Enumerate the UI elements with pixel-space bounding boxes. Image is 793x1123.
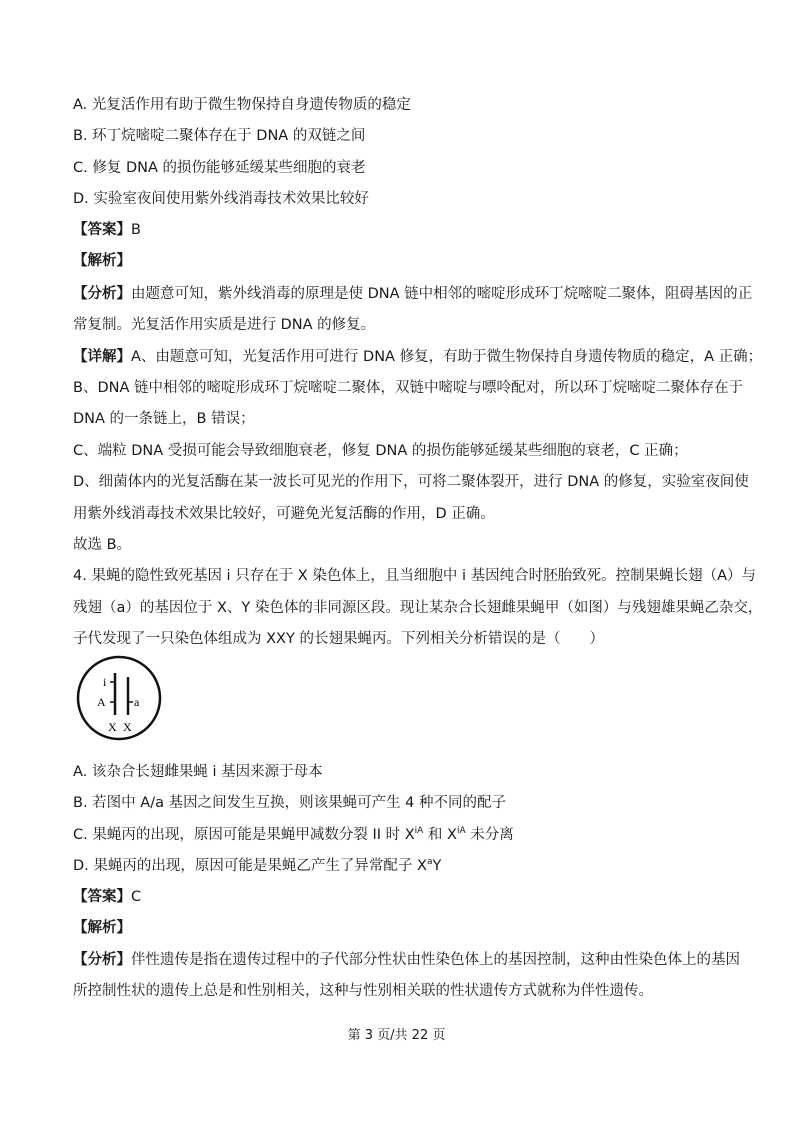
- q4-answer: [73, 887, 141, 907]
- fenxi-label: 【分析】: [73, 952, 131, 968]
- q3-option-b: B. 环丁烷嘧啶二聚体存在于 DNA 的双链之间: [73, 128, 366, 144]
- option-c-sup-2: iA: [456, 826, 466, 837]
- q3-fenxi-line-1: [73, 284, 752, 304]
- q3-fenxi-line-2: 常复制。光复活作用实质是进行 DNA 的修复。: [73, 317, 376, 333]
- fenxi-text: 由题意可知，紫外线消毒的原理是使 DNA 链中相邻的嘧啶形成环丁烷嘧啶二聚体，阻碍基因的正: [131, 286, 753, 302]
- answer-value: C: [131, 889, 142, 905]
- q3-conclusion: 故选 B。: [73, 537, 132, 553]
- xiangjie-text: A、由题意可知，光复活作用可进行 DNA 修复，有助于微生物保持自身遗传物质的稳定，A 正确；: [131, 349, 763, 365]
- label-A: A: [97, 695, 106, 709]
- q4-stem-line-3: 子代发现了一只染色体组成为 XXY 的长翅果蝇丙。下列相关分析错误的是（ ）: [73, 631, 604, 647]
- q4-option-d: [73, 856, 441, 876]
- answer-label: 【答案】: [73, 889, 131, 905]
- option-c-sup-1: iA: [414, 826, 424, 837]
- page-footer: 第 3 页/共 22 页: [347, 1028, 446, 1043]
- option-c-text-3: 未分离: [465, 827, 514, 843]
- q4-option-a: A. 该杂合长翅雌果蝇 i 基因来源于母本: [73, 764, 323, 780]
- option-d-text-2: Y: [432, 858, 442, 874]
- chromosome-figure: [76, 655, 162, 741]
- q3-option-d: D. 实验室夜间使用紫外线消毒技术效果比较好: [73, 191, 369, 207]
- q3-jiexi-label: 【解析】: [73, 253, 131, 269]
- q3-answer: [73, 220, 141, 240]
- q3-option-a: A. 光复活作用有助于微生物保持自身遗传物质的稳定: [73, 97, 411, 113]
- fenxi-label: 【分析】: [73, 286, 131, 302]
- q4-option-c: [73, 825, 514, 845]
- option-c-text-1: C. 果蝇丙的出现，原因可能是果蝇甲减数分裂 II 时 X: [73, 827, 415, 843]
- label-x-right: X: [123, 720, 132, 734]
- q4-fenxi-line-2: 所控制性状的遗传上总是和性别相关，这种与性别相关联的性状遗传方式就称为伴性遗传。: [73, 983, 653, 999]
- label-x-left: X: [108, 720, 117, 734]
- q4-stem-line-2: 残翅（a）的基因位于 X、Y 染色体的非同源区段。现让某杂合长翅雌果蝇甲（如图）与残翅雄果蝇乙杂交，: [73, 600, 763, 616]
- xiangjie-label: 【详解】: [73, 349, 131, 365]
- answer-value: B: [131, 222, 141, 238]
- q3-xiangjie-line-1: [73, 347, 762, 367]
- option-d-sup: a: [426, 857, 433, 868]
- q4-jiexi-label: 【解析】: [73, 920, 131, 936]
- fenxi-text: 伴性遗传是指在遗传过程中的子代部分性状由性染色体上的基因控制，这种由性染色体上的基因: [131, 952, 740, 968]
- label-i: i: [103, 675, 107, 689]
- q4-fenxi-line-1: [73, 950, 740, 970]
- q3-xiangjie-line-2: B、DNA 链中相邻的嘧啶形成环丁烷嘧啶二聚体，双链中嘧啶与嘌呤配对，所以环丁烷嘧啶二聚体存在于: [73, 380, 743, 396]
- q3-xiangjie-line-5: D、细菌体内的光复活酶在某一波长可见光的作用下，可将二聚体裂开，进行 DNA 的修复，实验室夜间使: [73, 474, 749, 490]
- label-a: a: [134, 695, 140, 709]
- q3-xiangjie-line-3: DNA 的一条链上，B 错误；: [73, 411, 255, 427]
- cell-circle: [78, 657, 160, 739]
- q4-stem-line-1: 4. 果蝇的隐性致死基因 i 只存在于 X 染色体上，且当细胞中 i 基因纯合时胚胎致死。控制果蝇长翅（A）与: [73, 568, 757, 584]
- option-d-text-1: D. 果蝇丙的出现，原因可能是果蝇乙产生了异常配子 X: [73, 858, 427, 874]
- answer-label: 【答案】: [73, 222, 131, 238]
- option-c-text-2: 和 X: [423, 827, 457, 843]
- q3-xiangjie-line-4: C、端粒 DNA 受损可能会导致细胞衰老，修复 DNA 的损伤能够延缓某些细胞的衰老，C 正确；: [73, 443, 688, 459]
- q3-option-c: C. 修复 DNA 的损伤能够延缓某些细胞的衰老: [73, 160, 366, 176]
- q3-xiangjie-line-6: 用紫外线消毒技术效果比较好，可避免光复活酶的作用，D 正确。: [73, 506, 495, 522]
- q4-option-b: B. 若图中 A/a 基因之间发生互换，则该果蝇可产生 4 种不同的配子: [73, 795, 507, 811]
